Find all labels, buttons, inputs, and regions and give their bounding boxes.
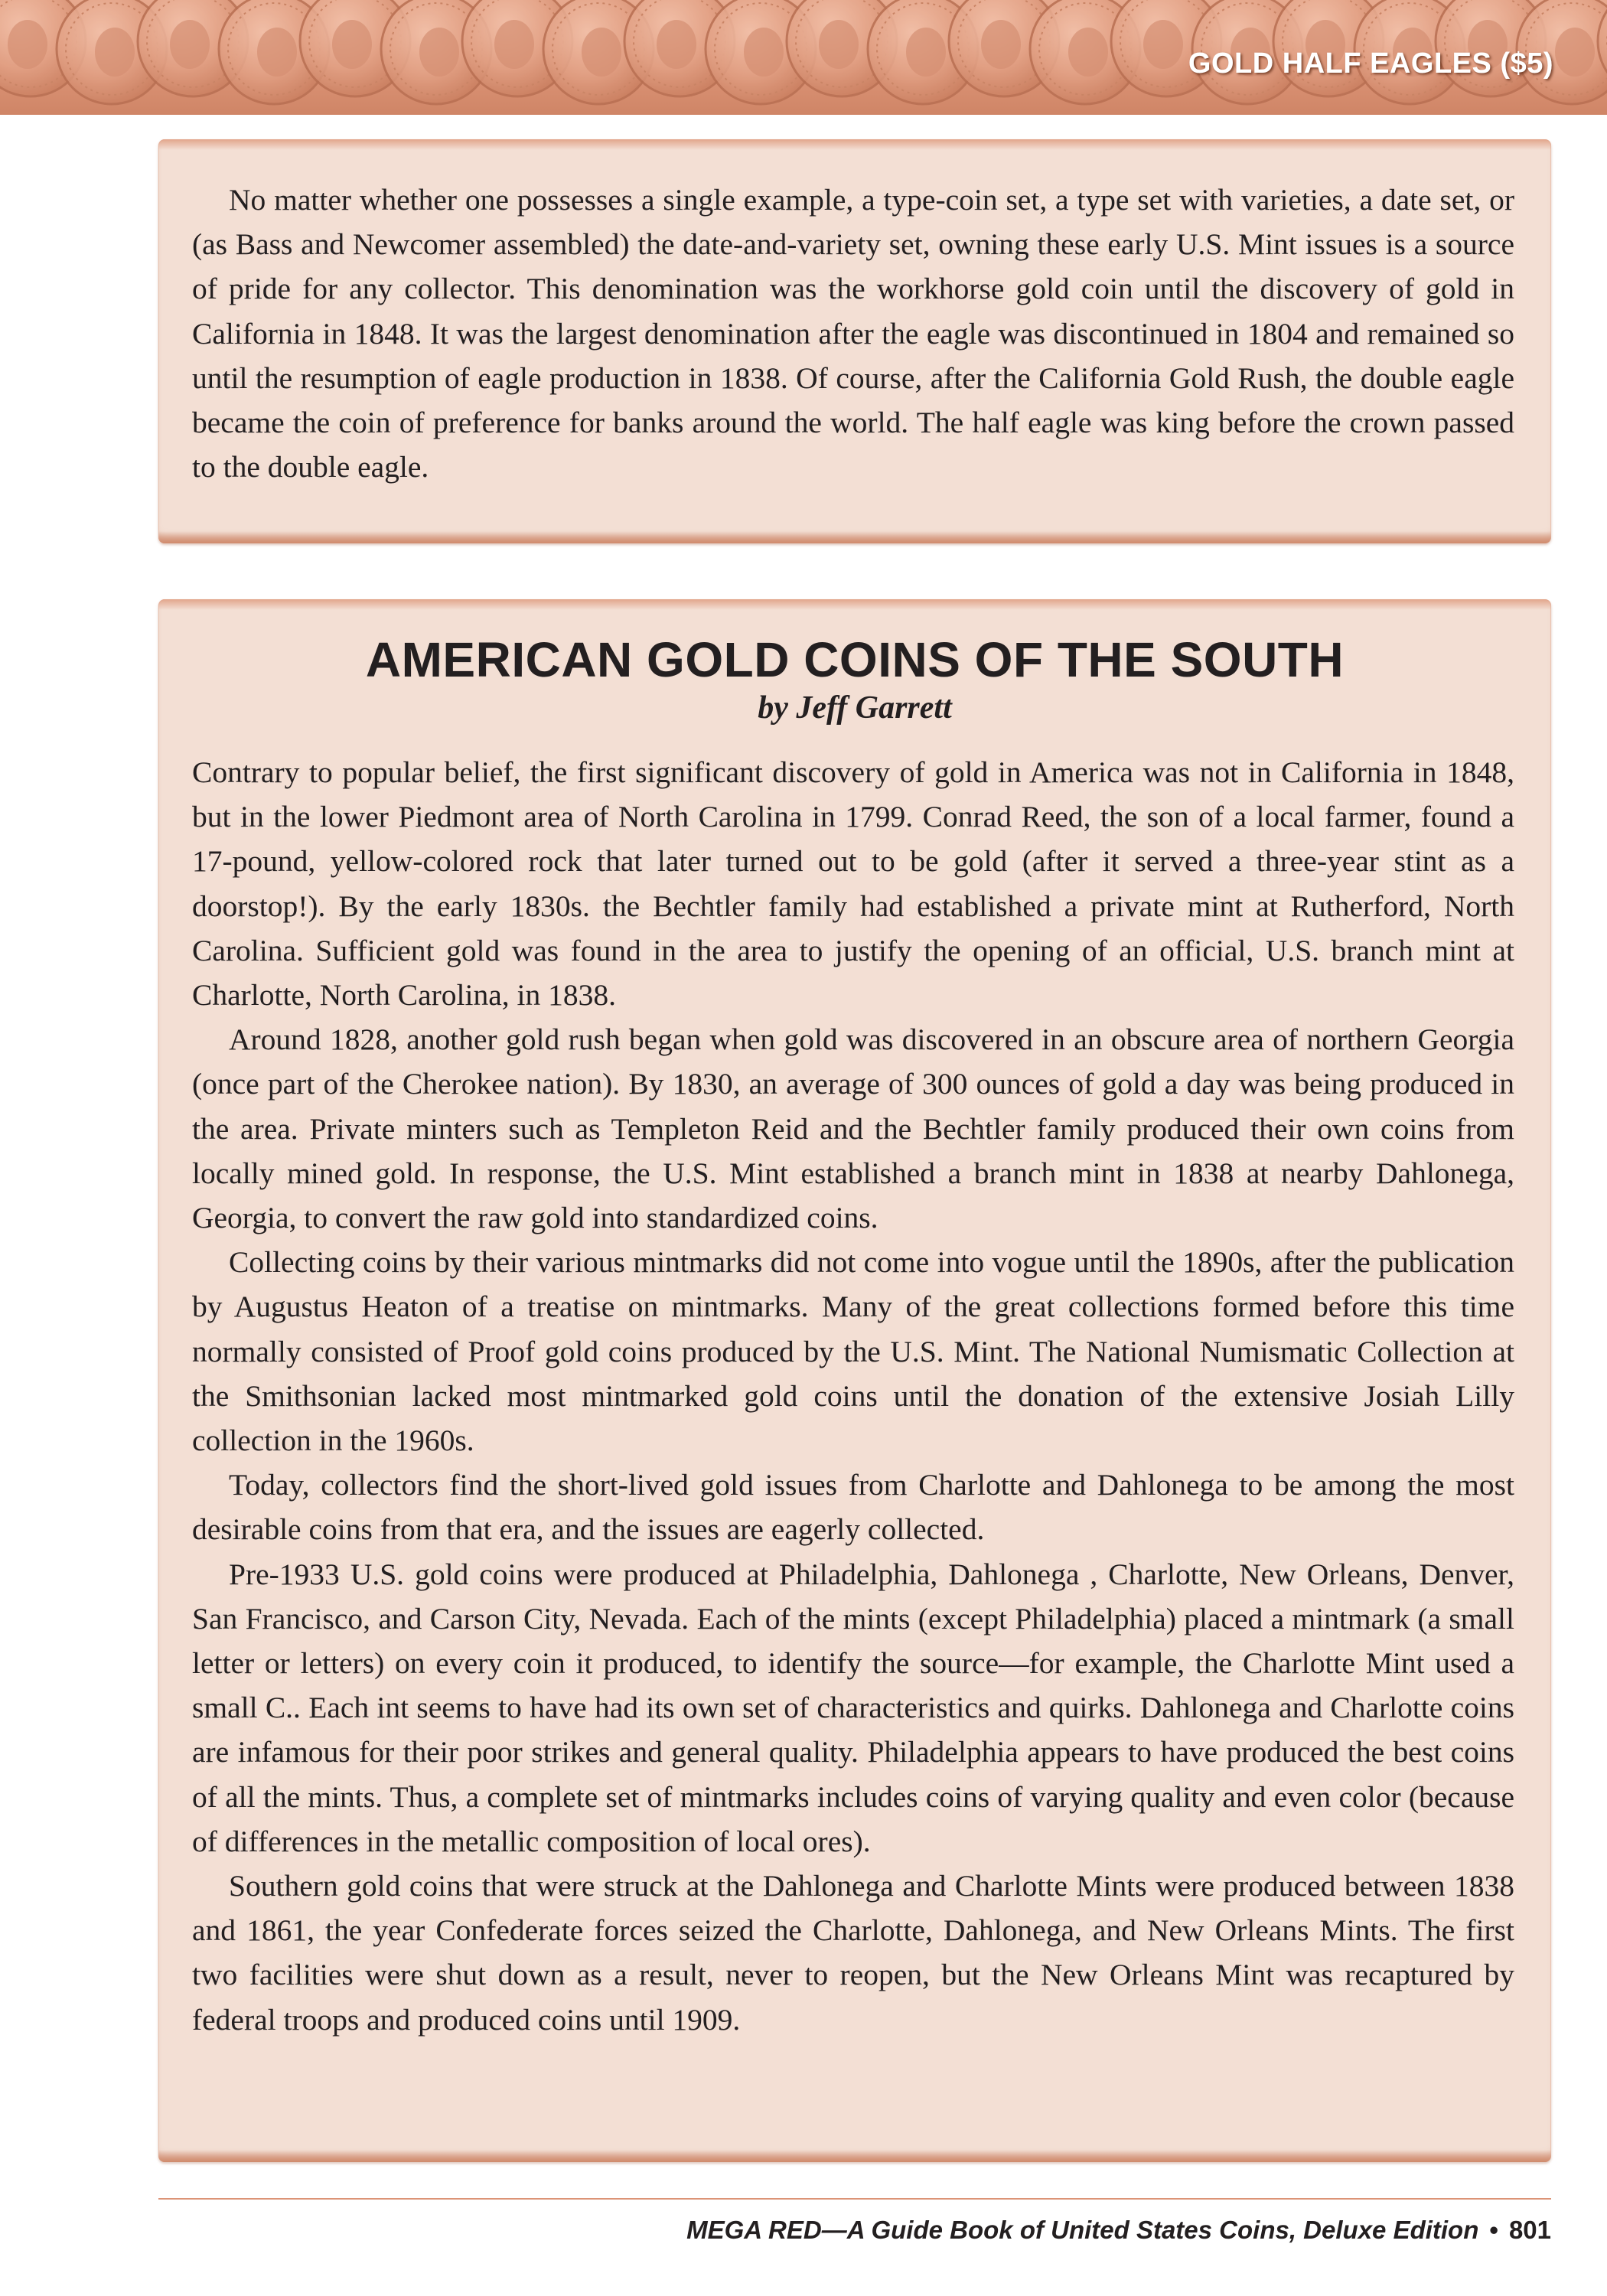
coin-portrait <box>1143 20 1183 69</box>
coin-portrait <box>494 20 534 69</box>
page-number: 801 <box>1508 2216 1551 2244</box>
article-paragraph: Southern gold coins that were struck at the Dahlonega and Charlotte Mints were produced between 1838 and 1861, the year Confederate forces seized the Charlotte, Dahlonega, and New Orleans Mints. The first two facilities were shut down as a result, never to reopen, but the New Orleans Mint was recaptured by federal troops and produced coins until 1909. <box>192 1869 1514 2037</box>
coin-portrait <box>981 20 1021 69</box>
coin-portrait <box>819 20 859 69</box>
footer-book-title: MEGA RED—A Guide Book of United States Coins, Deluxe Edition <box>686 2216 1479 2244</box>
section-title: GOLD HALF EAGLES ($5) <box>1188 47 1553 80</box>
article-paragraph: Today, collectors find the short-lived gold issues from Charlotte and Dahlonega to be among the most desirable coins from that era, and the issues are eagerly collected. <box>192 1468 1514 1547</box>
coin-portrait <box>1068 28 1108 77</box>
section-banner <box>0 0 1607 115</box>
footer-rule <box>158 2198 1551 2200</box>
intro-box <box>158 139 1551 543</box>
coin-portrait <box>419 28 459 77</box>
coin-portrait <box>582 28 621 77</box>
coin-portrait <box>1555 28 1595 77</box>
coin-portrait <box>257 28 297 77</box>
article-title: AMERICAN GOLD COINS OF THE SOUTH <box>365 632 1345 687</box>
page-footer <box>686 2216 1551 2245</box>
footer-separator: • <box>1489 2216 1498 2244</box>
coin-portrait <box>95 28 135 77</box>
article-text <box>192 750 1514 2042</box>
intro-text <box>192 178 1514 489</box>
coin-portrait <box>744 28 784 77</box>
article-box <box>158 599 1551 2162</box>
intro-paragraph: No matter whether one possesses a single example, a type-coin set, a type set with varieties, a date set, or (as Bass and Newcomer assembled) the date-and-variety set, owning these early U.S. Mint issues is a source of pride for any collector. This denomination was the workhorse gold coin until the discovery of gold in California in 1848. It was the largest denomination after the eagle was discontinued in 1804 and remained so until the resumption of eagle production in 1838. Of course, after the California Gold Rush, the double eagle became the coin of preference for banks around the world. The half eagle was king before the crown passed to the double eagle. <box>192 183 1514 484</box>
article-paragraph: Collecting coins by their various mintmarks did not come into vogue until the 1890s, after the publication by Augustus Heaton of a treatise on mintmarks. Many of the great collections formed before this time normally consisted of Proof gold coins produced by the U.S. Mint. The National Numismatic Collection at the Smithsonian lacked most mintmarked gold coins until the donation of the extensive Josiah Lilly collection in the 1960s. <box>192 1245 1514 1458</box>
article-paragraph: Around 1828, another gold rush began when gold was discovered in an obscure area of northern Georgia (once part of the Cherokee nation). By 1830, an average of 300 ounces of gold a day was being produced in the area. Private minters such as Templeton Reid and the Bechtler family produced their own coins from locally mined gold. In response, the U.S. Mint established a branch mint in 1838 at nearby Dahlonega, Georgia, to convert the raw gold into standardized coins. <box>192 1022 1514 1235</box>
coin-portrait <box>8 20 47 69</box>
article-byline: by Jeff Garrett <box>758 690 952 726</box>
coin-portrait <box>906 28 946 77</box>
coin-portrait <box>332 20 372 69</box>
coin-portrait <box>170 20 210 69</box>
article-paragraph: Contrary to popular belief, the first significant discovery of gold in America was not in California in 1848, but in the lower Piedmont area of North Carolina in 1799. Conrad Reed, the son of a local farmer, found a 17-pound, yellow-colored rock that later turned out to be gold (after it served a three-year stint as a doorstop!). By the early 1830s. the Bechtler family had established a private mint at Rutherford, North Carolina. Sufficient gold was found in the area to justify the opening of an official, U.S. branch mint at Charlotte, North Carolina, in 1838. <box>192 755 1514 1013</box>
article-paragraph: Pre-1933 U.S. gold coins were produced at Philadelphia, Dahlonega , Charlotte, New Orleans, Denver, San Francisco, and Carson City, Nevada. Each of the mints (except Philadelphia) placed a mintmark (a small letter or letters) on every coin it produced, to identify the source—for example, the Charlotte Mint used a small C.. Each int seems to have had its own set of characteristics and quirks. Dahlonega and Charlotte coins are infamous for their poor strikes and general quality. Philadelphia appears to have produced the best coins of all the mints. Thus, a complete set of mintmarks includes coins of varying quality and even color (because of differences in the metallic composition of local ores). <box>192 1557 1514 1858</box>
coin-portrait <box>657 20 696 69</box>
